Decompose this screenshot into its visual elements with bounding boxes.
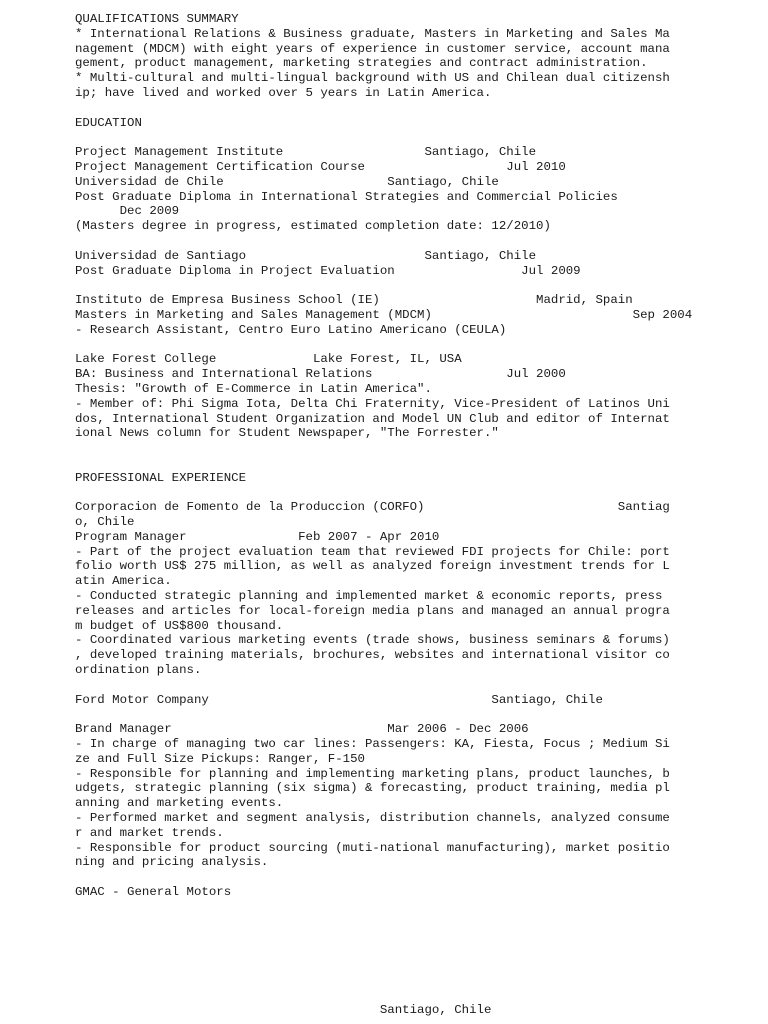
entry-line: ional News column for Student Newspaper, "The Forrester." bbox=[75, 426, 499, 441]
experience-entry-ford bbox=[75, 722, 695, 870]
company-ford: Ford Motor Company Santiago, Chile bbox=[75, 692, 603, 707]
education-entry-pmi bbox=[75, 145, 695, 234]
education-entry-usach bbox=[75, 249, 695, 279]
gmac-location: Santiago, Chile bbox=[75, 1002, 492, 1017]
qualifications-heading: QUALIFICATIONS SUMMARY bbox=[75, 12, 239, 26]
entry-line: - Member of: Phi Sigma Iota, Delta Chi Fraternity, Vice-President of Latinos Uni bbox=[75, 396, 670, 411]
entry-line: Universidad de Chile Santiago, Chile bbox=[75, 174, 499, 189]
entry-line: ordination plans. bbox=[75, 663, 202, 678]
entry-line: Post Graduate Diploma in International Strategies and Commercial Policies bbox=[75, 189, 618, 204]
entry-line: BA: Business and International Relations Jul 2000 bbox=[75, 367, 566, 382]
entry-line: - Conducted strategic planning and implemented market & economic reports, press bbox=[75, 589, 663, 604]
summary-line: gement, product management, marketing strategies and contract administration. bbox=[75, 56, 648, 71]
entry-line: Program Manager Feb 2007 - Apr 2010 bbox=[75, 529, 440, 544]
entry-line: Project Management Institute Santiago, Chile bbox=[75, 145, 537, 160]
entry-line: ning and pricing analysis. bbox=[75, 855, 269, 870]
entry-line: Project Management Certification Course Jul 2010 bbox=[75, 159, 566, 174]
resume-document bbox=[75, 12, 695, 1018]
entry-line: - Research Assistant, Centro Euro Latino Americano (CEULA) bbox=[75, 322, 507, 337]
entry-line: Corporacion de Fomento de la Produccion (CORFO) Santiag bbox=[75, 500, 670, 515]
experience-heading: PROFESSIONAL EXPERIENCE bbox=[75, 470, 247, 485]
summary-line: * International Relations & Business graduate, Masters in Marketing and Sales Ma bbox=[75, 26, 670, 41]
entry-line: Lake Forest College Lake Forest, IL, USA bbox=[75, 352, 462, 367]
entry-line: Universidad de Santiago Santiago, Chile bbox=[75, 248, 537, 263]
entry-line: - In charge of managing two car lines: Passengers: KA, Fiesta, Focus ; Medium Si bbox=[75, 737, 670, 752]
company-gmac: GMAC - General Motors bbox=[75, 885, 232, 900]
entry-line: r and market trends. bbox=[75, 825, 224, 840]
summary-line: ip; have lived and worked over 5 years in Latin America. bbox=[75, 85, 492, 100]
entry-line: - Coordinated various marketing events (trade shows, business seminars & forums) bbox=[75, 633, 670, 648]
entry-line: Post Graduate Diploma in Project Evaluation Jul 2009 bbox=[75, 263, 581, 278]
entry-line: Thesis: "Growth of E-Commerce in Latin America". bbox=[75, 381, 432, 396]
entry-line: - Part of the project evaluation team that reviewed FDI projects for Chile: port bbox=[75, 544, 670, 559]
summary-line: * Multi-cultural and multi-lingual background with US and Chilean dual citizensh bbox=[75, 71, 670, 86]
entry-line: Masters in Marketing and Sales Management (MDCM) Sep 2004 bbox=[75, 307, 693, 322]
entry-line: dos, International Student Organization and Model UN Club and editor of Internat bbox=[75, 411, 670, 426]
entry-line: - Performed market and segment analysis, distribution channels, analyzed consume bbox=[75, 811, 670, 826]
entry-line: ze and Full Size Pickups: Ranger, F-150 bbox=[75, 751, 365, 766]
entry-line: - Responsible for planning and implementing marketing plans, product launches, b bbox=[75, 766, 670, 781]
education-heading: EDUCATION bbox=[75, 115, 142, 130]
entry-line: Instituto de Empresa Business School (IE) Madrid, Spain bbox=[75, 293, 633, 308]
entry-line: - Responsible for product sourcing (muti-national manufacturing), market positio bbox=[75, 840, 670, 855]
education-entry-lake-forest bbox=[75, 352, 695, 441]
entry-line: m budget of US$800 thousand. bbox=[75, 618, 284, 633]
entry-line: o, Chile bbox=[75, 515, 135, 530]
entry-line: udgets, strategic planning (six sigma) & forecasting, product training, media pl bbox=[75, 781, 670, 796]
entry-line: folio worth US$ 275 million, as well as analyzed foreign investment trends for L bbox=[75, 559, 670, 574]
experience-entry-corfo bbox=[75, 500, 695, 678]
entry-line: Brand Manager Mar 2006 - Dec 2006 bbox=[75, 722, 529, 737]
entry-line: (Masters degree in progress, estimated completion date: 12/2010) bbox=[75, 219, 551, 234]
entry-line: anning and marketing events. bbox=[75, 796, 284, 811]
entry-line: Dec 2009 bbox=[75, 204, 180, 219]
entry-line: releases and articles for local-foreign media plans and managed an annual progra bbox=[75, 603, 670, 618]
education-entry-ie bbox=[75, 293, 695, 337]
entry-line: , developed training materials, brochures, websites and international visitor co bbox=[75, 648, 670, 663]
entry-line: atin America. bbox=[75, 574, 172, 589]
qualifications-summary bbox=[75, 27, 695, 101]
summary-line: nagement (MDCM) with eight years of experience in customer service, account mana bbox=[75, 41, 670, 56]
